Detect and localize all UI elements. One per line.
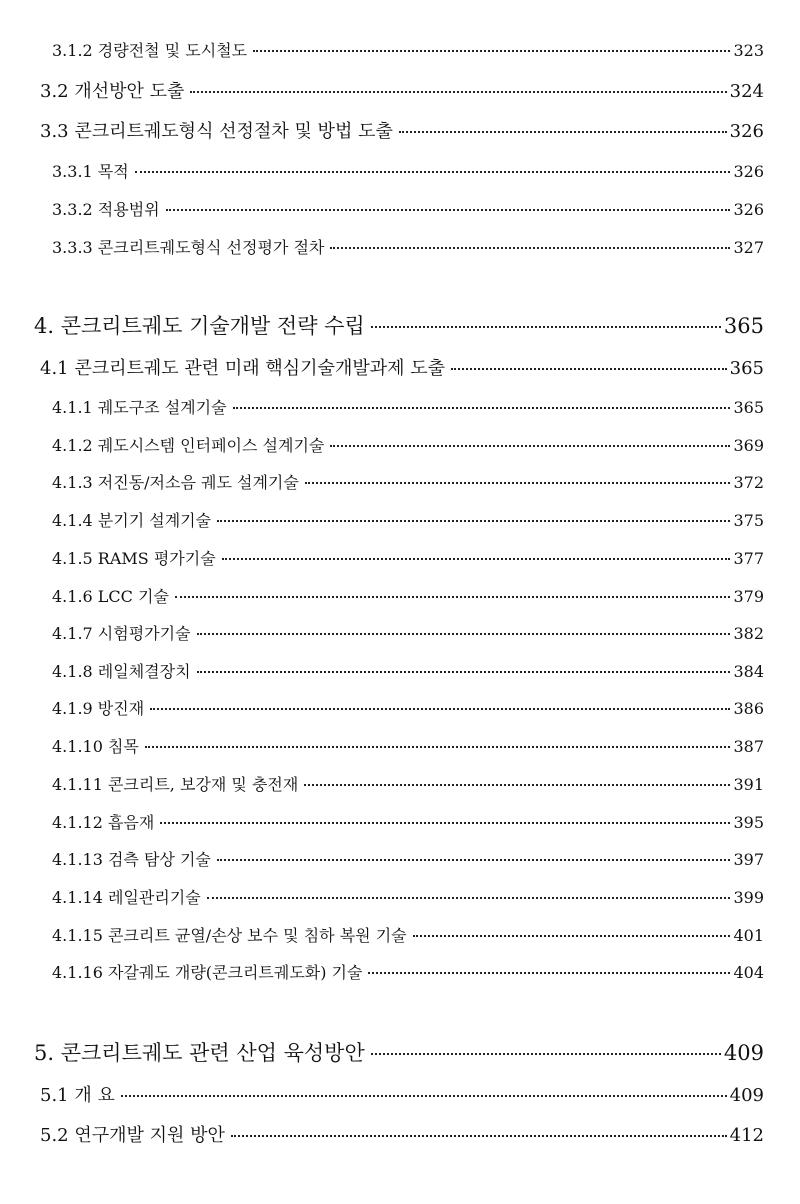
toc-entry-page: 395 — [733, 813, 764, 832]
dot-leader — [217, 859, 731, 861]
dot-leader — [197, 633, 731, 635]
toc-entry-3-1-2[interactable] — [52, 38, 764, 61]
toc-entry-3-2[interactable] — [40, 77, 764, 103]
toc-entry-page: 382 — [733, 624, 764, 643]
toc-entry-label: 4.1 콘크리트궤도 관련 미래 핵심기술개발과제 도출 — [40, 358, 445, 379]
toc-entry-label: 5.1 개 요 — [40, 1085, 115, 1106]
toc-entry-4-1-6[interactable] — [52, 584, 764, 607]
dot-leader — [135, 171, 731, 173]
dot-leader — [413, 935, 731, 937]
toc-entry-4-1-9[interactable] — [52, 696, 764, 719]
toc-entry-4-1-16[interactable] — [52, 960, 764, 983]
dot-leader — [330, 445, 730, 447]
toc-entry-page: 365 — [729, 358, 764, 379]
toc-entry-3-3-1[interactable] — [52, 159, 764, 182]
dot-leader — [190, 91, 726, 93]
toc-entry-3-3[interactable] — [40, 117, 764, 143]
toc-entry-page: 412 — [729, 1125, 764, 1146]
toc-entry-page: 397 — [733, 850, 764, 869]
dot-leader — [451, 368, 727, 370]
dot-leader — [217, 520, 730, 522]
dot-leader — [145, 746, 731, 748]
toc-entry-4-1-5[interactable] — [52, 546, 764, 569]
toc-entry-4-1-3[interactable] — [52, 470, 764, 493]
toc-entry-label: 4.1.7 시험평가기술 — [52, 624, 191, 643]
toc-entry-page: 409 — [723, 1041, 764, 1065]
toc-entry-4[interactable] — [34, 310, 764, 340]
toc-entry-label: 5.2 연구개발 지원 방안 — [40, 1125, 225, 1146]
toc-entry-page: 399 — [733, 888, 764, 907]
toc-entry-4-1-1[interactable] — [52, 395, 764, 418]
toc-entry-label: 3.3 콘크리트궤도형식 선정절차 및 방법 도출 — [40, 121, 393, 142]
toc-entry-3-3-2[interactable] — [52, 197, 764, 220]
toc-entry-page: 365 — [733, 398, 764, 417]
dot-leader — [197, 671, 731, 673]
toc-entry-page: 375 — [733, 511, 764, 530]
toc-entry-5[interactable] — [34, 1037, 764, 1067]
toc-entry-4-1[interactable] — [40, 354, 764, 380]
toc-entry-page: 409 — [729, 1085, 764, 1106]
dot-leader — [207, 897, 731, 899]
toc-entry-label: 4.1.15 콘크리트 균열/손상 보수 및 침하 복원 기술 — [52, 926, 407, 945]
dot-leader — [368, 972, 730, 974]
dot-leader — [399, 131, 727, 133]
toc-entry-page: 369 — [733, 436, 764, 455]
toc-entry-4-1-7[interactable] — [52, 621, 764, 644]
toc-entry-label: 4.1.13 검측 탐상 기술 — [52, 850, 211, 869]
dot-leader — [304, 784, 730, 786]
toc-entry-4-1-4[interactable] — [52, 508, 764, 531]
toc-entry-page: 379 — [733, 587, 764, 606]
toc-entry-page: 324 — [729, 81, 764, 102]
toc-entry-4-1-8[interactable] — [52, 659, 764, 682]
toc-entry-label: 3.2 개선방안 도출 — [40, 81, 185, 102]
toc-entry-label: 4.1.2 궤도시스템 인터페이스 설계기술 — [52, 436, 325, 455]
toc-entry-page: 391 — [733, 775, 764, 794]
toc-entry-label: 3.1.2 경량전철 및 도시철도 — [52, 41, 248, 60]
toc-entry-5-1[interactable] — [40, 1081, 764, 1107]
dot-leader — [150, 708, 730, 710]
toc-entry-5-2[interactable] — [40, 1121, 764, 1147]
toc-entry-page: 365 — [723, 314, 764, 338]
toc-entry-label: 3.3.3 콘크리트궤도형식 선정평가 절차 — [52, 238, 325, 257]
toc-entry-label: 4.1.11 콘크리트, 보강재 및 충전재 — [52, 775, 299, 794]
toc-entry-page: 404 — [733, 963, 764, 982]
toc-entry-4-1-13[interactable] — [52, 847, 764, 870]
toc-entry-4-1-10[interactable] — [52, 734, 764, 757]
toc-entry-label: 4.1.10 침목 — [52, 737, 139, 756]
toc-entry-4-1-2[interactable] — [52, 433, 764, 456]
dot-leader — [175, 596, 731, 598]
dot-leader — [253, 50, 730, 52]
dot-leader — [166, 209, 731, 211]
toc-entry-4-1-11[interactable] — [52, 772, 764, 795]
toc-entry-page: 326 — [733, 162, 764, 181]
dot-leader — [160, 822, 730, 824]
toc-entry-label: 4.1.1 궤도구조 설계기술 — [52, 398, 227, 417]
dot-leader — [305, 482, 731, 484]
toc-entry-page: 387 — [733, 737, 764, 756]
dot-leader — [371, 1053, 721, 1055]
dot-leader — [330, 247, 730, 249]
toc-entry-label: 4. 콘크리트궤도 기술개발 전략 수립 — [34, 314, 365, 338]
dot-leader — [371, 326, 721, 328]
toc-entry-4-1-15[interactable] — [52, 923, 764, 946]
toc-entry-page: 326 — [729, 121, 764, 142]
toc-entry-label: 3.3.2 적용범위 — [52, 200, 160, 219]
toc-entry-4-1-14[interactable] — [52, 885, 764, 908]
toc-entry-label: 4.1.12 흡음재 — [52, 813, 155, 832]
toc-entry-label: 4.1.6 LCC 기술 — [52, 587, 169, 606]
toc-entry-label: 4.1.5 RAMS 평가기술 — [52, 549, 216, 568]
toc-entry-label: 4.1.8 레일체결장치 — [52, 662, 191, 681]
dot-leader — [233, 407, 731, 409]
dot-leader — [222, 558, 731, 560]
toc-entry-label: 4.1.4 분기기 설계기술 — [52, 511, 212, 530]
toc-entry-3-3-3[interactable] — [52, 235, 764, 258]
toc-entry-label: 3.3.1 목적 — [52, 162, 129, 181]
toc-entry-page: 401 — [733, 926, 764, 945]
toc-entry-page: 323 — [733, 41, 764, 60]
dot-leader — [231, 1135, 727, 1137]
toc-entry-page: 386 — [733, 699, 764, 718]
toc-entry-label: 4.1.16 자갈궤도 개량(콘크리트궤도화) 기술 — [52, 963, 363, 982]
toc-entry-label: 4.1.9 방진재 — [52, 699, 145, 718]
toc-entry-label: 4.1.3 저진동/저소음 궤도 설계기술 — [52, 473, 299, 492]
toc-entry-page: 384 — [733, 662, 764, 681]
toc-entry-label: 4.1.14 레일관리기술 — [52, 888, 201, 907]
toc-entry-4-1-12[interactable] — [52, 810, 764, 833]
toc-entry-page: 326 — [733, 200, 764, 219]
toc-entry-page: 327 — [733, 238, 764, 257]
toc-entry-page: 377 — [733, 549, 764, 568]
toc-entry-page: 372 — [733, 473, 764, 492]
toc-entry-label: 5. 콘크리트궤도 관련 산업 육성방안 — [34, 1041, 365, 1065]
dot-leader — [121, 1095, 727, 1097]
